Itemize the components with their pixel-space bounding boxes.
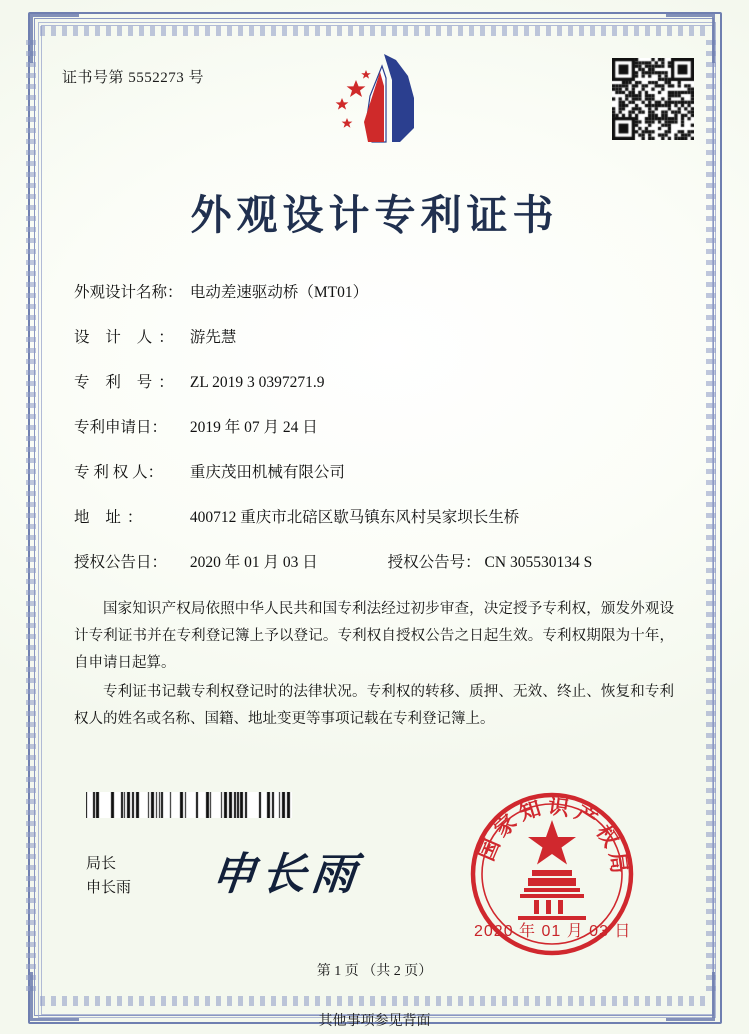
certificate-number: 证书号第 5552273 号 (62, 70, 205, 86)
field-value: 电动差速驱动桥（MT01） (189, 284, 369, 301)
field-value: 游先慧 (189, 329, 237, 346)
field-label: 专 利 号： (74, 374, 180, 391)
corner-ornament-top-right (666, 14, 715, 63)
field-row-address (74, 505, 674, 550)
border-pattern-bottom (40, 996, 706, 1006)
field-label: 授权公告日： (74, 554, 168, 571)
field-label: 地 址： (74, 509, 149, 526)
field-label: 设 计 人： (74, 329, 180, 346)
cnipa-logo-icon (322, 50, 442, 160)
field-value-secondary: CN 305530134 S (484, 554, 593, 571)
corner-ornament-top-left (30, 14, 79, 63)
field-row-application-date (74, 415, 674, 460)
field-row-design-name (74, 280, 674, 325)
barcode-icon (86, 792, 292, 818)
field-value: ZL 2019 3 0397271.9 (189, 374, 325, 391)
handwritten-signature: 申长雨 (208, 850, 365, 899)
director-name: 申长雨 (86, 880, 132, 896)
field-list (74, 280, 674, 595)
field-label: 专 利 权 人： (74, 464, 164, 481)
paragraph-1: 国家知识产权局依照中华人民共和国专利法经过初步审查，决定授予专利权，颁发外观设计专利证书并在专利登记簿上予以登记。专利权自授权公告之日起生效。专利权期限为十年，自申请日起算。 (74, 601, 674, 671)
field-value: 400712 重庆市北碚区歇马镇东风村吴家坝长生桥 (189, 509, 520, 526)
border-pattern-top (40, 26, 706, 36)
page-number: 第 1 页 （共 2 页） (316, 964, 433, 979)
svg-text:国家知识产权局: 国家知识产权局 (474, 793, 633, 880)
footnote: 其他事项参见背面 (318, 1014, 431, 1029)
qr-code-icon (612, 58, 694, 140)
field-label-secondary: 授权公告号： (387, 554, 481, 571)
field-label: 专利申请日： (74, 419, 168, 436)
signature-labels (86, 852, 131, 900)
director-title: 局长 (86, 856, 117, 872)
legal-text (74, 596, 674, 735)
page-title: 外观设计专利证书 (190, 192, 559, 238)
field-value: 重庆茂田机械有限公司 (189, 464, 345, 481)
field-row-patent-number (74, 370, 674, 415)
field-value: 2020 年 01 月 03 日 (189, 554, 318, 571)
field-row-grant-announcement (74, 550, 674, 595)
field-value: 2019 年 07 月 24 日 (189, 419, 318, 436)
field-label: 外观设计名称： (74, 284, 183, 301)
field-row-designer (74, 325, 674, 370)
paragraph-2: 专利证书记载专利权登记时的法律状况。专利权的转移、质押、无效、终止、恢复和专利权人的姓名或名称、国籍、地址变更等事项记载在专利登记簿上。 (74, 684, 674, 727)
seal-date: 2020 年 01 月 03 日 (474, 923, 632, 940)
field-row-patentee (74, 460, 674, 505)
